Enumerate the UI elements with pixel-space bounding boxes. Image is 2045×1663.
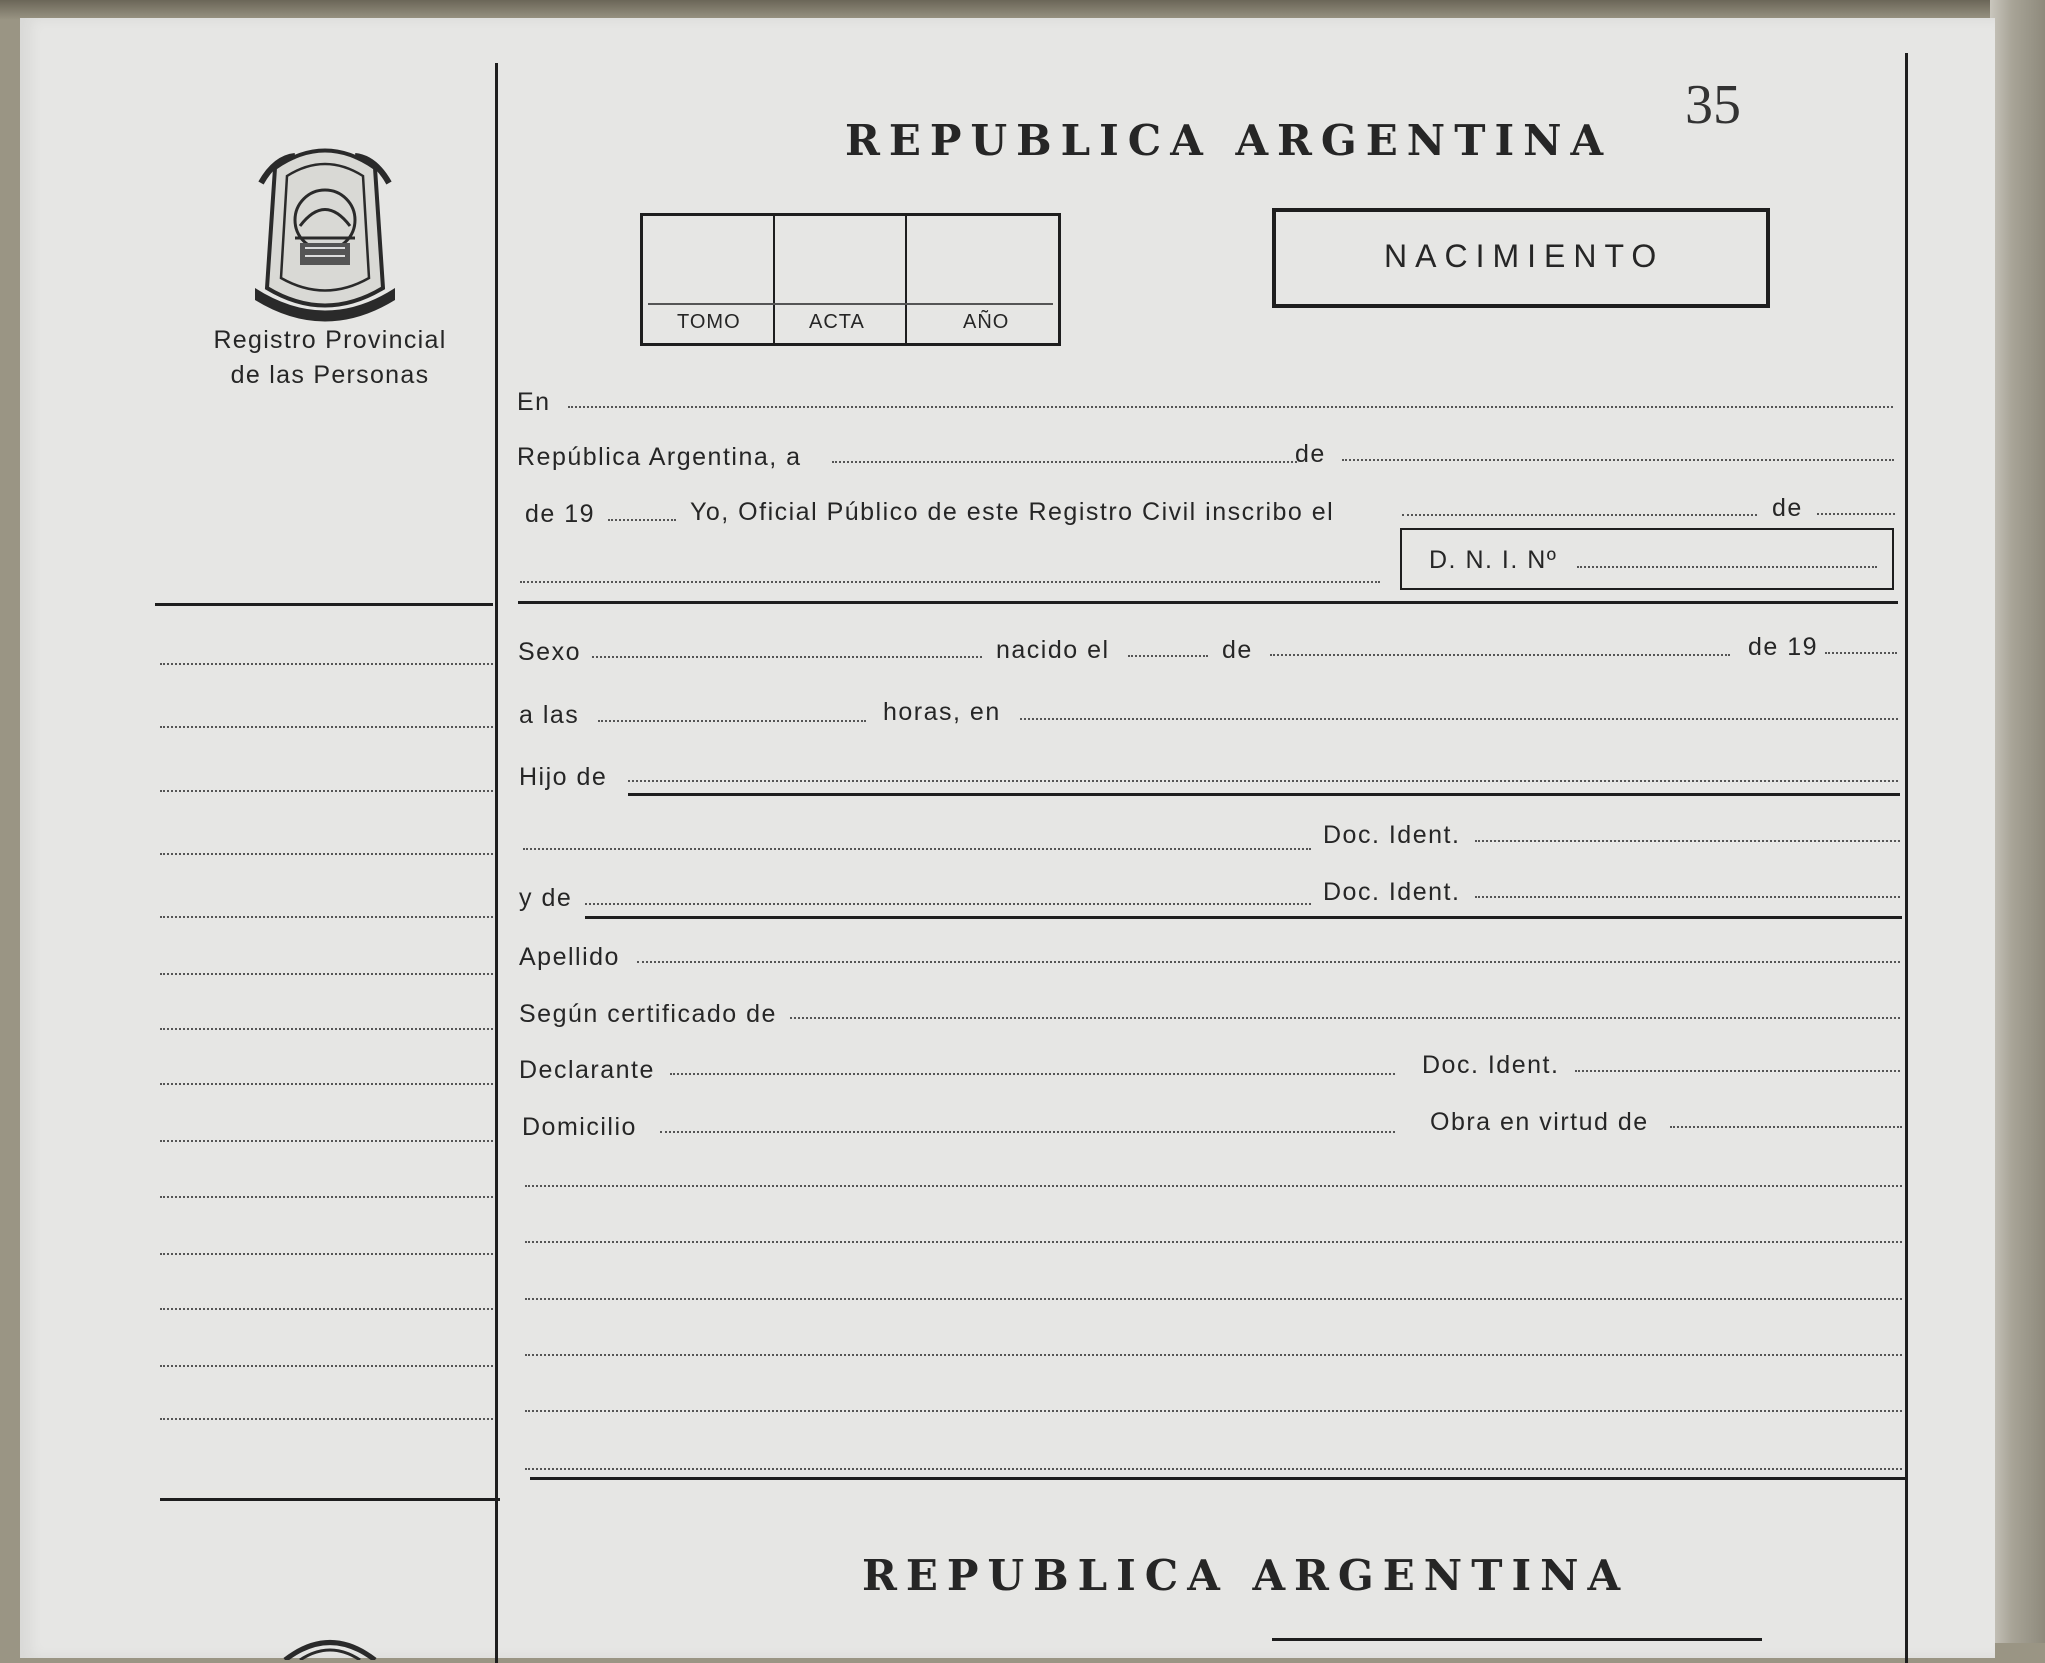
nacido-label: nacido el bbox=[996, 636, 1110, 664]
sidebar-line bbox=[160, 1028, 493, 1030]
sidebar-line bbox=[160, 1083, 493, 1085]
mother-underline bbox=[585, 916, 1902, 919]
mother-doc-field[interactable] bbox=[1475, 896, 1900, 898]
cells-inner-line bbox=[648, 303, 1053, 305]
hijo-de-label: Hijo de bbox=[519, 763, 608, 791]
sidebar-line bbox=[160, 1418, 493, 1420]
month-field[interactable] bbox=[1342, 459, 1894, 461]
next-form-seal bbox=[275, 1630, 385, 1660]
registry-name-line2: de las Personas bbox=[230, 361, 430, 389]
apellido-label: Apellido bbox=[519, 943, 620, 971]
birth-place-field[interactable] bbox=[1020, 718, 1898, 720]
year-field[interactable] bbox=[608, 519, 676, 521]
sidebar-line bbox=[160, 790, 493, 792]
record-type-box bbox=[1272, 208, 1770, 308]
apellido-field[interactable] bbox=[637, 961, 1900, 963]
republica-label: República Argentina, a bbox=[517, 443, 802, 471]
en-field[interactable] bbox=[568, 406, 1893, 408]
day-field[interactable] bbox=[832, 461, 1297, 463]
sexo-field[interactable] bbox=[592, 656, 982, 658]
en-label: En bbox=[517, 388, 551, 416]
obra-en-virtud-label: Obra en virtud de bbox=[1430, 1108, 1649, 1136]
book-binding bbox=[1990, 0, 2045, 1643]
sidebar-line bbox=[160, 1365, 493, 1367]
de-field[interactable] bbox=[1817, 513, 1895, 515]
dni-label: D. N. I. Nº bbox=[1429, 546, 1558, 574]
horas-en-label: horas, en bbox=[883, 698, 1001, 726]
de-label-3: de bbox=[1222, 636, 1253, 664]
sidebar-line bbox=[160, 663, 493, 665]
notes-line[interactable] bbox=[525, 1241, 1902, 1243]
y-de-label: y de bbox=[519, 884, 573, 912]
birth-month-field[interactable] bbox=[1270, 654, 1730, 656]
sidebar-line bbox=[160, 726, 493, 728]
declarante-doc-field[interactable] bbox=[1575, 1070, 1900, 1072]
provincia-misiones-seal-icon bbox=[275, 1630, 385, 1660]
de-label-1: de bbox=[1295, 440, 1326, 468]
tomo-acta-anio-box bbox=[640, 213, 1061, 346]
certificado-field[interactable] bbox=[790, 1017, 1900, 1019]
yo-oficial-label: Yo, Oficial Público de este Registro Civil inscribo el bbox=[690, 498, 1335, 526]
acta-label: ACTA bbox=[809, 311, 865, 333]
sidebar-line bbox=[160, 973, 493, 975]
dni-box bbox=[1400, 528, 1894, 590]
page-number: 35 bbox=[1685, 74, 1741, 136]
section-divider-1 bbox=[518, 601, 1898, 604]
inscribo-field[interactable] bbox=[1402, 514, 1757, 516]
sidebar-line bbox=[160, 1140, 493, 1142]
sidebar-line bbox=[160, 853, 493, 855]
notes-line[interactable] bbox=[525, 1185, 1902, 1187]
birth-day-field[interactable] bbox=[1128, 655, 1208, 657]
mother-field[interactable] bbox=[585, 903, 1311, 905]
record-type: NACIMIENTO bbox=[1384, 238, 1665, 274]
domicilio-label: Domicilio bbox=[522, 1113, 637, 1141]
doc-ident-label-3: Doc. Ident. bbox=[1422, 1051, 1560, 1079]
registry-page bbox=[20, 18, 1995, 1658]
segun-certificado-label: Según certificado de bbox=[519, 1000, 777, 1028]
provincia-misiones-seal-icon bbox=[245, 138, 405, 333]
notes-line[interactable] bbox=[525, 1468, 1902, 1470]
notes-line[interactable] bbox=[525, 1298, 1902, 1300]
a-las-label: a las bbox=[519, 701, 580, 729]
doc-ident-label-2: Doc. Ident. bbox=[1323, 878, 1461, 906]
declarante-field[interactable] bbox=[670, 1073, 1395, 1075]
notes-line[interactable] bbox=[525, 1354, 1902, 1356]
sidebar-line bbox=[160, 1253, 493, 1255]
right-border bbox=[1905, 53, 1908, 1663]
tomo-label: TOMO bbox=[677, 311, 741, 333]
country-title: REPUBLICA ARGENTINA bbox=[845, 116, 1613, 165]
sidebar-line bbox=[160, 1196, 493, 1198]
provincial-seal bbox=[245, 138, 405, 333]
name-field[interactable] bbox=[520, 581, 1380, 583]
father-underline bbox=[628, 793, 1900, 796]
next-form-title: REPUBLICA ARGENTINA bbox=[862, 1551, 1630, 1600]
form-bottom-divider bbox=[530, 1477, 1905, 1480]
sidebar-divider-bottom bbox=[160, 1498, 500, 1501]
father-extra-field[interactable] bbox=[523, 848, 1311, 850]
declarante-label: Declarante bbox=[519, 1056, 655, 1084]
hour-field[interactable] bbox=[598, 720, 866, 722]
domicilio-field[interactable] bbox=[660, 1131, 1395, 1133]
sidebar-line bbox=[160, 916, 493, 918]
doc-ident-label-1: Doc. Ident. bbox=[1323, 821, 1461, 849]
obra-field[interactable] bbox=[1670, 1126, 1902, 1128]
registry-name-line1: Registro Provincial bbox=[213, 326, 447, 354]
birth-year-label: de 19 bbox=[1748, 633, 1819, 661]
next-form-box-top bbox=[1272, 1638, 1762, 1641]
sidebar-line bbox=[160, 1308, 493, 1310]
book-edge-top bbox=[0, 0, 2045, 20]
notes-line[interactable] bbox=[525, 1410, 1902, 1412]
anio-label: AÑO bbox=[963, 311, 1010, 333]
father-field[interactable] bbox=[628, 780, 1898, 782]
de-label-2: de bbox=[1772, 494, 1803, 522]
column-divider bbox=[495, 63, 498, 1663]
father-doc-field[interactable] bbox=[1475, 840, 1900, 842]
birth-year-field[interactable] bbox=[1825, 652, 1897, 654]
year-label: de 19 bbox=[525, 500, 596, 528]
dni-field[interactable] bbox=[1577, 566, 1877, 568]
sexo-label: Sexo bbox=[518, 638, 581, 666]
sidebar-divider-top bbox=[155, 603, 493, 606]
